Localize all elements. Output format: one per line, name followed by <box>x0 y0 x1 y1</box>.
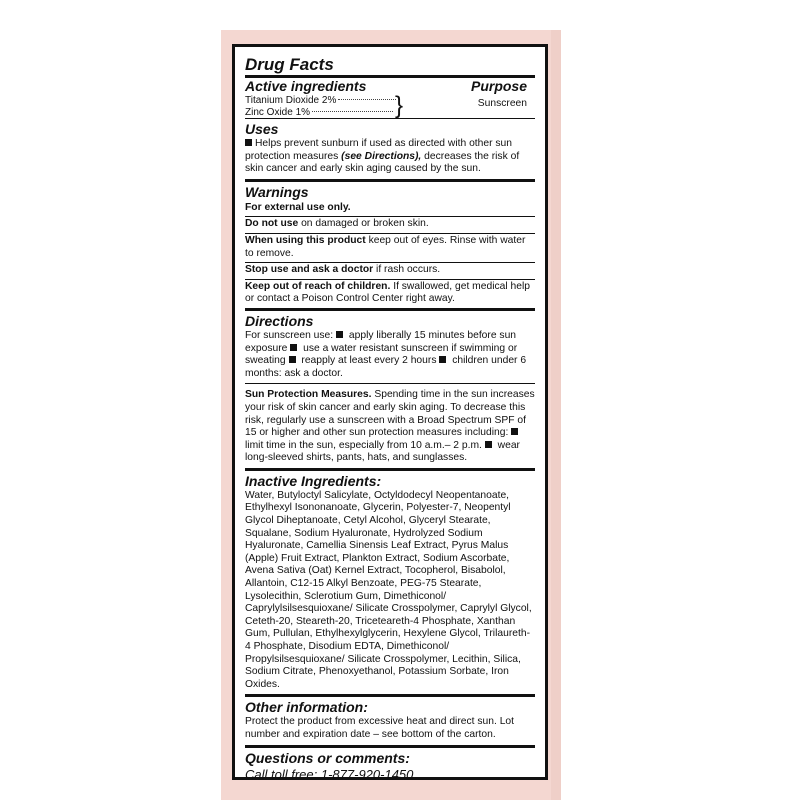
bullet-square-icon <box>290 344 297 351</box>
ingredient-titanium: Titanium Dioxide 2% <box>245 95 535 107</box>
directions-heading: Directions <box>245 312 314 329</box>
warning-external: For external use only. <box>245 201 351 213</box>
sun-protection-text: Sun Protection Measures. Spending time in the sun increases your risk of skin cancer and early skin aging. To decrease this risk, regularly use a sunscreen with a Broad Spectrum SPF of 15 or higher and other sun protection measures including: limit time in the sun, especially from 10 a.m.– 2 p.m. wear long-sleeved shirts, pants, hats, and sunglasses. <box>245 389 535 464</box>
warning-do-not-use: Do not use on damaged or broken skin. <box>245 216 535 233</box>
questions-heading: Questions or comments: <box>245 749 410 766</box>
warning-keep-out: Keep out of reach of children. If swallowed, get medical help or contact a Poison Control Center right away. <box>245 279 535 308</box>
bullet-square-icon <box>336 331 343 338</box>
questions-section <box>245 745 535 786</box>
purpose-value: Sunscreen <box>477 98 527 109</box>
warnings-heading: Warnings <box>245 183 309 200</box>
bullet-square-icon <box>245 139 252 146</box>
warning-stop-use: Stop use and ask a doctor if rash occurs. <box>245 262 535 279</box>
inactive-section <box>245 468 535 695</box>
brace-icon: } <box>395 92 404 119</box>
bullet-square-icon <box>289 356 296 363</box>
drug-facts-content <box>245 55 535 782</box>
inactive-text: Water, Butyloctyl Salicylate, Octyldodecyl Neopentanoate, Ethylhexyl Isononanoate, Glycerin, Polyester-7, Neopentyl Glycol Diheptanoate, Cetyl Alcohol, Glyceryl Stearate, Squalane, Sodium Hyaluronate, Hydrolyzed Sodium Hyaluronate, Camellia Sinensis Leaf Extract, Pyrus Malus (Apple) Fruit Extract, Plankton Extract, Sodium Ascorbate, Avena Sativa (Oat) Kernel Extract, Tocopherol, Bisabolol, Allantoin, C12-15 Alkyl Benzoate, PEG-75 Stearate, Lysolecithin, Sclerotium Gum, Dimethiconol/ Caprylylsilsesquioxane/ Silicate Crosspolymer, Caprylyl Glycol, Ceteth-20, Steareth-20, Triceteareth-4 Phosphate, Xanthan Gum, Pullulan, Ethylhexylglycerin, Hexylene Glycol, Trilaureth-4 Phosphate, Disodium EDTA, Dimethiconol/ Propylsilsesquioxane/ Silicate Crosspolymer, Lecithin, Silica, Sodium Citrate, Phenoxyethanol, Potassium Sorbate, Iron Oxides. <box>245 489 532 690</box>
uses-text: Helps prevent sunburn if used as directed with other sun protection measures (see Directions), decreases the risk of skin cancer and early skin aging caused by the sun. <box>245 138 520 175</box>
directions-text: For sunscreen use: apply liberally 15 minutes before sun exposure use a water resistant sunscreen if swimming or sweating reapply at least every 2 hours children under 6 months: ask a doctor. <box>245 329 527 379</box>
uses-heading: Uses <box>245 121 279 137</box>
ingredient-zinc: Zinc Oxide 1% <box>245 107 535 119</box>
carton-edge <box>551 30 561 800</box>
inactive-heading: Inactive Ingredients: <box>245 472 382 489</box>
drug-facts-title: Drug Facts <box>245 55 334 74</box>
active-ingredients-section <box>245 75 535 118</box>
bullet-square-icon <box>439 356 446 363</box>
uses-section <box>245 118 535 179</box>
drug-facts-panel <box>232 44 548 780</box>
bullet-square-icon <box>485 441 492 448</box>
sun-protection-section <box>245 383 535 468</box>
bullet-square-icon <box>511 428 518 435</box>
other-info-heading: Other information: <box>245 699 368 716</box>
other-info-section <box>245 694 535 744</box>
directions-section <box>245 308 535 383</box>
toll-free-number: Call toll free: 1-877-920-1450 <box>245 766 414 782</box>
warning-when-using: When using this product keep out of eyes. Rinse with water to remove. <box>245 233 535 262</box>
warnings-section <box>245 179 535 308</box>
active-ingredients-heading: Active ingredients <box>245 78 367 94</box>
purpose-heading: Purpose <box>470 78 527 94</box>
other-info-text: Protect the product from excessive heat and direct sun. Lot number and expiration date – see bottom of the carton. <box>245 716 515 740</box>
